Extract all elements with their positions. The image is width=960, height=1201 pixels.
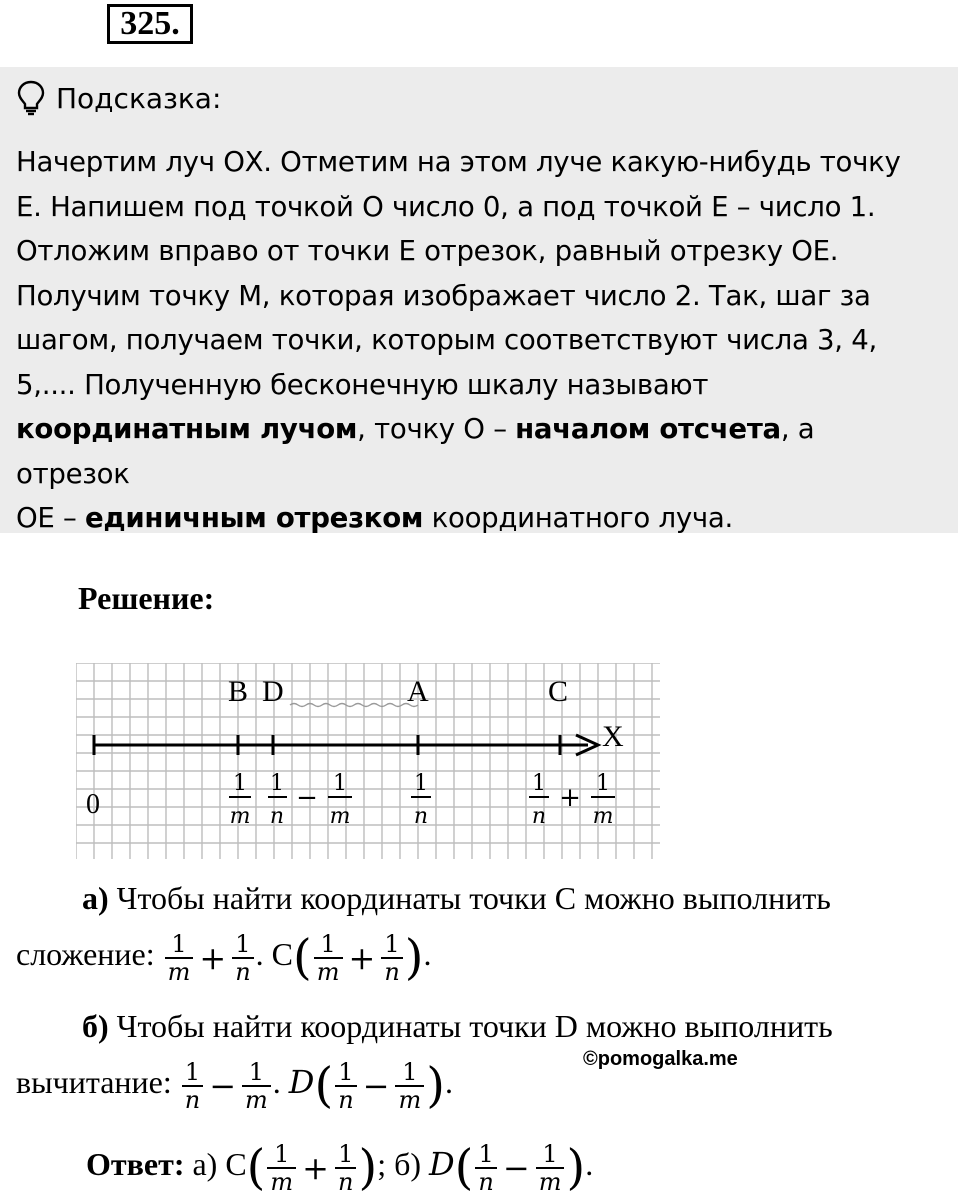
numerator: 1	[314, 931, 343, 959]
answer-label: Ответ:	[86, 1146, 185, 1182]
hint-line-1: Начертим луч ОХ. Отметим на этом луче какую-нибудь точку	[16, 145, 901, 178]
answer: Ответ: а) С( $\frac{1}{m}$ + $\frac{1}{n}$ ); б) D( $\frac{1}{n}$ − $\frac{1}{m}$ ).	[86, 1139, 594, 1196]
numerator: 1	[395, 1059, 424, 1087]
op-plus: +	[348, 938, 376, 977]
numerator: 1	[335, 1141, 356, 1169]
frac-1-m	[267, 1141, 296, 1195]
part-a	[16, 870, 946, 984]
numerator: 1	[232, 931, 253, 959]
hint-text-fragment: , а отрезок	[16, 412, 815, 490]
denominator: m	[316, 957, 340, 986]
answer-point-d: D	[429, 1145, 455, 1183]
frac-1-m	[536, 1141, 565, 1195]
frac-1-n	[381, 931, 402, 985]
denominator: n	[235, 957, 251, 986]
op-minus: −	[362, 1066, 390, 1105]
part-b-lead: вычитание:	[16, 1064, 172, 1100]
handwriting-squiggle	[290, 704, 418, 707]
coordinate-ray-diagram	[76, 663, 660, 859]
part-a-text: Чтобы найти координаты точки С можно выполнить	[108, 880, 831, 916]
frac-1-m	[314, 931, 343, 985]
hint-text	[16, 140, 936, 541]
frac-1m-c-den: m	[592, 804, 614, 829]
label-d: D	[262, 675, 284, 708]
numerator: 1	[267, 1141, 296, 1169]
hint-title: Подсказка:	[56, 81, 222, 115]
frac-1-n	[232, 931, 253, 985]
frac-1-n	[335, 1059, 356, 1113]
denominator: n	[337, 1167, 354, 1196]
part-a-marker: а)	[82, 880, 109, 916]
denominator: n	[478, 1167, 494, 1196]
frac-1-m	[242, 1059, 271, 1113]
op-minus: −	[296, 783, 318, 813]
part-b-line-2: вычитание: $\frac{1}{n}$ − $\frac{1}{m}$ . D( $\frac{1}{n}$ − $\frac{1}{m}$ ).	[16, 1057, 453, 1114]
numerator: 1	[475, 1141, 496, 1169]
grid	[76, 663, 660, 859]
numerator: 1	[165, 931, 194, 959]
part-b-line-1	[16, 998, 946, 1054]
numerator: 1	[335, 1059, 356, 1087]
frac-1-m	[165, 931, 194, 985]
frac-1n-a-den: n	[413, 804, 429, 829]
solution-title: Решение:	[78, 580, 215, 616]
point-d: D	[288, 1063, 315, 1101]
frac-1-n	[335, 1141, 356, 1195]
hint-text-fragment: координатного луча.	[423, 501, 733, 534]
part-b-marker: б)	[82, 1008, 109, 1044]
denominator: m	[167, 957, 191, 986]
term-coordinate-ray: координатным лучом	[16, 412, 358, 445]
frac-1m-c-num: 1	[596, 771, 610, 796]
op-plus: +	[559, 783, 581, 813]
frac-1n-c-den: n	[531, 804, 547, 829]
frac-1m-num: 1	[233, 771, 247, 796]
denominator: m	[270, 1167, 294, 1196]
answer-sep: ; б)	[377, 1146, 422, 1182]
frac-1n-num: 1	[270, 771, 284, 796]
numerator: 1	[242, 1059, 271, 1087]
numerator: 1	[182, 1059, 203, 1087]
denominator: m	[398, 1085, 422, 1114]
op-plus: +	[302, 1148, 329, 1187]
frac-1n-den: n	[269, 804, 285, 829]
op-plus: +	[199, 938, 227, 977]
hint-header	[16, 78, 221, 118]
hint-line-8	[16, 496, 936, 541]
numerator: 1	[381, 931, 402, 959]
label-b: B	[228, 675, 249, 708]
part-a-line-2: сложение: $\frac{1}{m}$ + $\frac{1}{n}$ . С( $\frac{1}{m}$ + $\frac{1}{n}$ ).	[16, 929, 432, 986]
label-a: A	[407, 675, 429, 708]
part-a-lead: сложение:	[16, 936, 155, 972]
denominator: n	[338, 1085, 354, 1114]
hint-line-6: 5,.... Полученную бесконечную шкалу называют	[16, 367, 709, 401]
frac-1m-num-2: 1	[333, 771, 347, 796]
point-c: С	[271, 936, 293, 972]
answer-a: а) С	[192, 1146, 247, 1182]
part-b-text: Чтобы найти координаты точки D можно выполнить	[108, 1008, 833, 1044]
label-x: X	[602, 720, 624, 753]
hint-text-fragment: , точку О –	[357, 412, 516, 445]
hint-line-7	[16, 407, 936, 496]
denominator: m	[538, 1167, 562, 1196]
watermark: ©pomogalka.me	[583, 1048, 738, 1070]
op-minus: −	[209, 1066, 237, 1105]
op-minus: −	[502, 1148, 530, 1187]
hint-text-fragment: ОЕ –	[16, 501, 85, 534]
label-c: C	[548, 675, 569, 708]
term-unit-segment: единичным отрезком	[85, 501, 424, 534]
frac-1-n	[475, 1141, 496, 1195]
part-a-line-1	[16, 870, 946, 926]
hint-line-5: шагом, получаем точки, которым соответствуют числа 3, 4,	[16, 323, 877, 356]
exercise-number: 325.	[107, 4, 193, 44]
label-origin: 0	[86, 789, 100, 820]
hint-line-3: Отложим вправо от точки Е отрезок, равный отрезку ОЕ.	[16, 234, 839, 267]
frac-1m-den: m	[229, 804, 251, 829]
lightbulb-icon	[16, 80, 46, 116]
part-b	[16, 998, 946, 1112]
frac-1n-a-num: 1	[414, 771, 428, 796]
denominator: n	[384, 957, 400, 986]
numerator: 1	[536, 1141, 565, 1169]
hint-line-4: Получим точку М, которая изображает число 2. Так, шаг за	[16, 278, 871, 312]
hint-line-2: Е. Напишем под точкой О число 0, а под точкой Е – число 1.	[16, 189, 876, 223]
term-origin: началом отсчета	[515, 412, 781, 445]
frac-1-m	[395, 1059, 424, 1113]
frac-1n-c-num: 1	[532, 771, 546, 796]
denominator: m	[245, 1085, 268, 1114]
frac-1m-den-2: m	[329, 804, 351, 829]
denominator: n	[184, 1085, 201, 1114]
frac-1-n	[182, 1059, 203, 1113]
